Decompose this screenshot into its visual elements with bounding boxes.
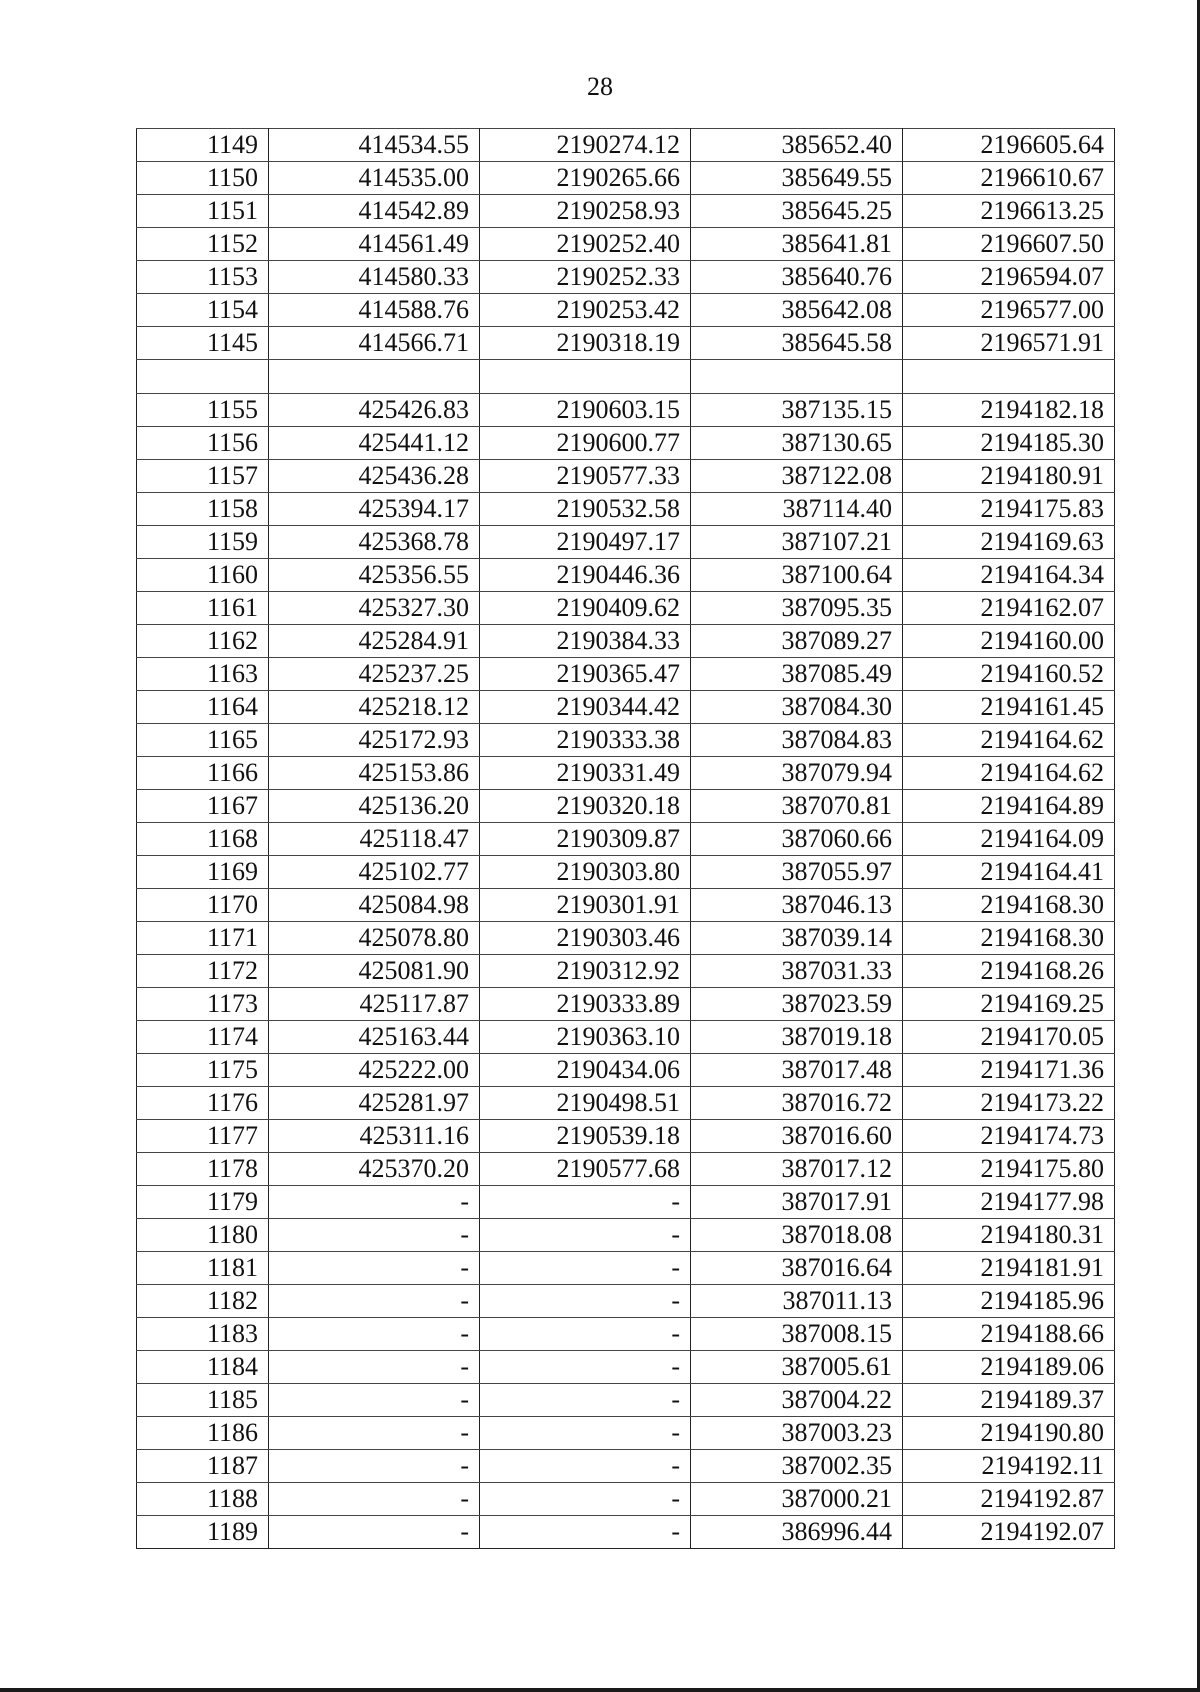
x2-cell: 387017.12 — [691, 1153, 903, 1186]
x1-cell: 414542.89 — [269, 195, 480, 228]
x2-cell: 387055.97 — [691, 856, 903, 889]
x2-cell: 387016.64 — [691, 1252, 903, 1285]
point-id-cell: 1151 — [137, 195, 269, 228]
x1-cell: - — [269, 1516, 480, 1549]
y2-cell: 2194190.80 — [903, 1417, 1115, 1450]
table-row — [137, 1186, 1115, 1219]
y2-cell: 2194164.41 — [903, 856, 1115, 889]
point-id-cell: 1160 — [137, 559, 269, 592]
y2-cell: 2194188.66 — [903, 1318, 1115, 1351]
x2-cell — [691, 360, 903, 394]
table-row — [137, 294, 1115, 327]
x1-cell: 425117.87 — [269, 988, 480, 1021]
point-id-cell: 1164 — [137, 691, 269, 724]
table-row — [137, 460, 1115, 493]
y1-cell: 2190303.80 — [480, 856, 691, 889]
point-id-cell: 1161 — [137, 592, 269, 625]
x1-cell: - — [269, 1483, 480, 1516]
point-id-cell: 1185 — [137, 1384, 269, 1417]
point-id-cell: 1180 — [137, 1219, 269, 1252]
y1-cell: 2190253.42 — [480, 294, 691, 327]
y2-cell: 2194177.98 — [903, 1186, 1115, 1219]
x2-cell: 387017.48 — [691, 1054, 903, 1087]
y1-cell: - — [480, 1219, 691, 1252]
x1-cell: 425368.78 — [269, 526, 480, 559]
y2-cell: 2194185.30 — [903, 427, 1115, 460]
table-row — [137, 195, 1115, 228]
table-row — [137, 1450, 1115, 1483]
point-id-cell: 1188 — [137, 1483, 269, 1516]
y1-cell: 2190446.36 — [480, 559, 691, 592]
y1-cell: 2190603.15 — [480, 394, 691, 427]
x1-cell: - — [269, 1351, 480, 1384]
y2-cell: 2194174.73 — [903, 1120, 1115, 1153]
point-id-cell: 1182 — [137, 1285, 269, 1318]
x2-cell: 387107.21 — [691, 526, 903, 559]
x2-cell: 387017.91 — [691, 1186, 903, 1219]
y1-cell: - — [480, 1384, 691, 1417]
table-row — [137, 955, 1115, 988]
x2-cell: 387023.59 — [691, 988, 903, 1021]
y1-cell: 2190274.12 — [480, 129, 691, 162]
x2-cell: 387018.08 — [691, 1219, 903, 1252]
point-id-cell: 1177 — [137, 1120, 269, 1153]
y1-cell: 2190577.68 — [480, 1153, 691, 1186]
y1-cell: - — [480, 1186, 691, 1219]
y1-cell: 2190252.40 — [480, 228, 691, 261]
x1-cell: - — [269, 1450, 480, 1483]
y1-cell: 2190318.19 — [480, 327, 691, 360]
y2-cell: 2194180.31 — [903, 1219, 1115, 1252]
x1-cell: 425172.93 — [269, 724, 480, 757]
y2-cell: 2194192.87 — [903, 1483, 1115, 1516]
table-row — [137, 360, 1115, 394]
x1-cell: - — [269, 1186, 480, 1219]
table-row — [137, 625, 1115, 658]
x1-cell: 425118.47 — [269, 823, 480, 856]
y2-cell: 2196577.00 — [903, 294, 1115, 327]
table-row — [137, 1285, 1115, 1318]
y2-cell: 2194180.91 — [903, 460, 1115, 493]
table-row — [137, 988, 1115, 1021]
table-row — [137, 1021, 1115, 1054]
table-row — [137, 162, 1115, 195]
point-id-cell: 1150 — [137, 162, 269, 195]
y2-cell: 2194168.26 — [903, 955, 1115, 988]
y1-cell: 2190258.93 — [480, 195, 691, 228]
x1-cell: 425284.91 — [269, 625, 480, 658]
table-row — [137, 592, 1115, 625]
y2-cell: 2194164.62 — [903, 757, 1115, 790]
point-id-cell: 1174 — [137, 1021, 269, 1054]
x1-cell: 425281.97 — [269, 1087, 480, 1120]
x2-cell: 387089.27 — [691, 625, 903, 658]
y2-cell: 2196610.67 — [903, 162, 1115, 195]
y1-cell: - — [480, 1516, 691, 1549]
table-row — [137, 526, 1115, 559]
y2-cell: 2194185.96 — [903, 1285, 1115, 1318]
x1-cell: 414561.49 — [269, 228, 480, 261]
y1-cell: 2190539.18 — [480, 1120, 691, 1153]
point-id-cell: 1159 — [137, 526, 269, 559]
y2-cell: 2194160.52 — [903, 658, 1115, 691]
y2-cell: 2194168.30 — [903, 889, 1115, 922]
coordinate-table-container — [136, 128, 1114, 1549]
y2-cell: 2194192.07 — [903, 1516, 1115, 1549]
y1-cell: 2190365.47 — [480, 658, 691, 691]
y2-cell: 2194164.89 — [903, 790, 1115, 823]
point-id-cell: 1166 — [137, 757, 269, 790]
table-row — [137, 559, 1115, 592]
table-row — [137, 1384, 1115, 1417]
x2-cell: 387070.81 — [691, 790, 903, 823]
y1-cell: 2190333.38 — [480, 724, 691, 757]
y1-cell: 2190312.92 — [480, 955, 691, 988]
y2-cell: 2194168.30 — [903, 922, 1115, 955]
y1-cell: 2190265.66 — [480, 162, 691, 195]
x2-cell: 387011.13 — [691, 1285, 903, 1318]
point-id-cell: 1167 — [137, 790, 269, 823]
point-id-cell: 1176 — [137, 1087, 269, 1120]
x2-cell: 385642.08 — [691, 294, 903, 327]
x1-cell: 425163.44 — [269, 1021, 480, 1054]
y1-cell: - — [480, 1318, 691, 1351]
y2-cell: 2194170.05 — [903, 1021, 1115, 1054]
table-row — [137, 394, 1115, 427]
table-row — [137, 1252, 1115, 1285]
y1-cell: 2190301.91 — [480, 889, 691, 922]
y2-cell: 2194189.37 — [903, 1384, 1115, 1417]
x1-cell: 414535.00 — [269, 162, 480, 195]
x2-cell: 387005.61 — [691, 1351, 903, 1384]
table-row — [137, 856, 1115, 889]
y1-cell: - — [480, 1285, 691, 1318]
point-id-cell: 1165 — [137, 724, 269, 757]
x2-cell: 387084.30 — [691, 691, 903, 724]
y1-cell: 2190320.18 — [480, 790, 691, 823]
y1-cell: 2190344.42 — [480, 691, 691, 724]
x2-cell: 387046.13 — [691, 889, 903, 922]
point-id-cell: 1163 — [137, 658, 269, 691]
point-id-cell: 1158 — [137, 493, 269, 526]
x1-cell: 425153.86 — [269, 757, 480, 790]
point-id-cell: 1178 — [137, 1153, 269, 1186]
x1-cell: 414580.33 — [269, 261, 480, 294]
y1-cell: 2190600.77 — [480, 427, 691, 460]
point-id-cell: 1162 — [137, 625, 269, 658]
y2-cell — [903, 360, 1115, 394]
x2-cell: 387114.40 — [691, 493, 903, 526]
y2-cell: 2194169.25 — [903, 988, 1115, 1021]
y2-cell: 2196594.07 — [903, 261, 1115, 294]
x2-cell: 387100.64 — [691, 559, 903, 592]
x1-cell: - — [269, 1417, 480, 1450]
point-id-cell: 1171 — [137, 922, 269, 955]
y2-cell: 2194181.91 — [903, 1252, 1115, 1285]
x1-cell: 425394.17 — [269, 493, 480, 526]
y1-cell: - — [480, 1351, 691, 1384]
x1-cell: - — [269, 1318, 480, 1351]
y2-cell: 2196605.64 — [903, 129, 1115, 162]
x2-cell: 387003.23 — [691, 1417, 903, 1450]
point-id-cell: 1154 — [137, 294, 269, 327]
x2-cell: 387031.33 — [691, 955, 903, 988]
y2-cell: 2194161.45 — [903, 691, 1115, 724]
y2-cell: 2194189.06 — [903, 1351, 1115, 1384]
x2-cell: 387000.21 — [691, 1483, 903, 1516]
y1-cell: 2190363.10 — [480, 1021, 691, 1054]
point-id-cell: 1186 — [137, 1417, 269, 1450]
point-id-cell: 1187 — [137, 1450, 269, 1483]
x1-cell: 425081.90 — [269, 955, 480, 988]
point-id-cell: 1181 — [137, 1252, 269, 1285]
x2-cell: 387085.49 — [691, 658, 903, 691]
x1-cell: 425136.20 — [269, 790, 480, 823]
point-id-cell: 1184 — [137, 1351, 269, 1384]
table-row — [137, 228, 1115, 261]
y2-cell: 2194182.18 — [903, 394, 1115, 427]
point-id-cell: 1183 — [137, 1318, 269, 1351]
y2-cell: 2194169.63 — [903, 526, 1115, 559]
y2-cell: 2194164.62 — [903, 724, 1115, 757]
y1-cell: 2190532.58 — [480, 493, 691, 526]
table-row — [137, 823, 1115, 856]
x1-cell: 414588.76 — [269, 294, 480, 327]
x2-cell: 387008.15 — [691, 1318, 903, 1351]
x1-cell — [269, 360, 480, 394]
table-row — [137, 922, 1115, 955]
point-id-cell — [137, 360, 269, 394]
y1-cell: 2190252.33 — [480, 261, 691, 294]
y1-cell: - — [480, 1252, 691, 1285]
x1-cell: 414566.71 — [269, 327, 480, 360]
point-id-cell: 1168 — [137, 823, 269, 856]
y2-cell: 2194164.34 — [903, 559, 1115, 592]
table-row — [137, 327, 1115, 360]
y1-cell: 2190498.51 — [480, 1087, 691, 1120]
point-id-cell: 1153 — [137, 261, 269, 294]
table-row — [137, 691, 1115, 724]
x1-cell: 425370.20 — [269, 1153, 480, 1186]
x2-cell: 387002.35 — [691, 1450, 903, 1483]
y2-cell: 2196607.50 — [903, 228, 1115, 261]
y1-cell: 2190384.33 — [480, 625, 691, 658]
x1-cell: 425441.12 — [269, 427, 480, 460]
table-row — [137, 1219, 1115, 1252]
table-row — [137, 1516, 1115, 1549]
table-row — [137, 129, 1115, 162]
y1-cell: 2190497.17 — [480, 526, 691, 559]
table-row — [137, 1318, 1115, 1351]
y1-cell: 2190333.89 — [480, 988, 691, 1021]
table-row — [137, 1351, 1115, 1384]
table-row — [137, 724, 1115, 757]
y2-cell: 2194175.83 — [903, 493, 1115, 526]
table-row — [137, 493, 1115, 526]
y1-cell: - — [480, 1450, 691, 1483]
x2-cell: 385640.76 — [691, 261, 903, 294]
y1-cell: - — [480, 1483, 691, 1516]
scan-border-bottom — [0, 1688, 1200, 1692]
table-row — [137, 1417, 1115, 1450]
y1-cell — [480, 360, 691, 394]
table-row — [137, 1120, 1115, 1153]
x1-cell: - — [269, 1219, 480, 1252]
point-id-cell: 1169 — [137, 856, 269, 889]
point-id-cell: 1155 — [137, 394, 269, 427]
table-row — [137, 889, 1115, 922]
x2-cell: 385645.25 — [691, 195, 903, 228]
y1-cell: 2190434.06 — [480, 1054, 691, 1087]
x1-cell: - — [269, 1285, 480, 1318]
x2-cell: 387135.15 — [691, 394, 903, 427]
x2-cell: 387016.72 — [691, 1087, 903, 1120]
y1-cell: - — [480, 1417, 691, 1450]
x2-cell: 387122.08 — [691, 460, 903, 493]
table-row — [137, 261, 1115, 294]
x2-cell: 387004.22 — [691, 1384, 903, 1417]
x2-cell: 387016.60 — [691, 1120, 903, 1153]
y1-cell: 2190303.46 — [480, 922, 691, 955]
y2-cell: 2194173.22 — [903, 1087, 1115, 1120]
x2-cell: 386996.44 — [691, 1516, 903, 1549]
table-row — [137, 790, 1115, 823]
point-id-cell: 1170 — [137, 889, 269, 922]
y1-cell: 2190409.62 — [480, 592, 691, 625]
x2-cell: 385652.40 — [691, 129, 903, 162]
x1-cell: 425327.30 — [269, 592, 480, 625]
x1-cell: 425311.16 — [269, 1120, 480, 1153]
table-row — [137, 1087, 1115, 1120]
x2-cell: 385649.55 — [691, 162, 903, 195]
x1-cell: - — [269, 1252, 480, 1285]
page-number: 28 — [587, 72, 613, 101]
x1-cell: 425218.12 — [269, 691, 480, 724]
table-row — [137, 1054, 1115, 1087]
y1-cell: 2190577.33 — [480, 460, 691, 493]
x2-cell: 387060.66 — [691, 823, 903, 856]
point-id-cell: 1149 — [137, 129, 269, 162]
x2-cell: 385641.81 — [691, 228, 903, 261]
point-id-cell: 1173 — [137, 988, 269, 1021]
point-id-cell: 1179 — [137, 1186, 269, 1219]
x1-cell: 425222.00 — [269, 1054, 480, 1087]
y2-cell: 2194192.11 — [903, 1450, 1115, 1483]
x1-cell: 425356.55 — [269, 559, 480, 592]
x1-cell: 425102.77 — [269, 856, 480, 889]
x1-cell: 425237.25 — [269, 658, 480, 691]
y1-cell: 2190331.49 — [480, 757, 691, 790]
x2-cell: 387039.14 — [691, 922, 903, 955]
x2-cell: 387130.65 — [691, 427, 903, 460]
point-id-cell: 1189 — [137, 1516, 269, 1549]
y1-cell: 2190309.87 — [480, 823, 691, 856]
x2-cell: 387084.83 — [691, 724, 903, 757]
y2-cell: 2196613.25 — [903, 195, 1115, 228]
x1-cell: 425426.83 — [269, 394, 480, 427]
y2-cell: 2194164.09 — [903, 823, 1115, 856]
point-id-cell: 1172 — [137, 955, 269, 988]
x1-cell: - — [269, 1384, 480, 1417]
x1-cell: 425078.80 — [269, 922, 480, 955]
x1-cell: 425084.98 — [269, 889, 480, 922]
x1-cell: 414534.55 — [269, 129, 480, 162]
table-body — [137, 129, 1115, 1549]
point-id-cell: 1157 — [137, 460, 269, 493]
x1-cell: 425436.28 — [269, 460, 480, 493]
y2-cell: 2194162.07 — [903, 592, 1115, 625]
point-id-cell: 1152 — [137, 228, 269, 261]
y2-cell: 2196571.91 — [903, 327, 1115, 360]
y2-cell: 2194171.36 — [903, 1054, 1115, 1087]
table-row — [137, 757, 1115, 790]
table-row — [137, 658, 1115, 691]
point-id-cell: 1175 — [137, 1054, 269, 1087]
x2-cell: 385645.58 — [691, 327, 903, 360]
coordinate-table — [136, 128, 1115, 1549]
y2-cell: 2194160.00 — [903, 625, 1115, 658]
table-row — [137, 427, 1115, 460]
table-row — [137, 1153, 1115, 1186]
x2-cell: 387095.35 — [691, 592, 903, 625]
point-id-cell: 1145 — [137, 327, 269, 360]
x2-cell: 387019.18 — [691, 1021, 903, 1054]
x2-cell: 387079.94 — [691, 757, 903, 790]
point-id-cell: 1156 — [137, 427, 269, 460]
y2-cell: 2194175.80 — [903, 1153, 1115, 1186]
table-row — [137, 1483, 1115, 1516]
